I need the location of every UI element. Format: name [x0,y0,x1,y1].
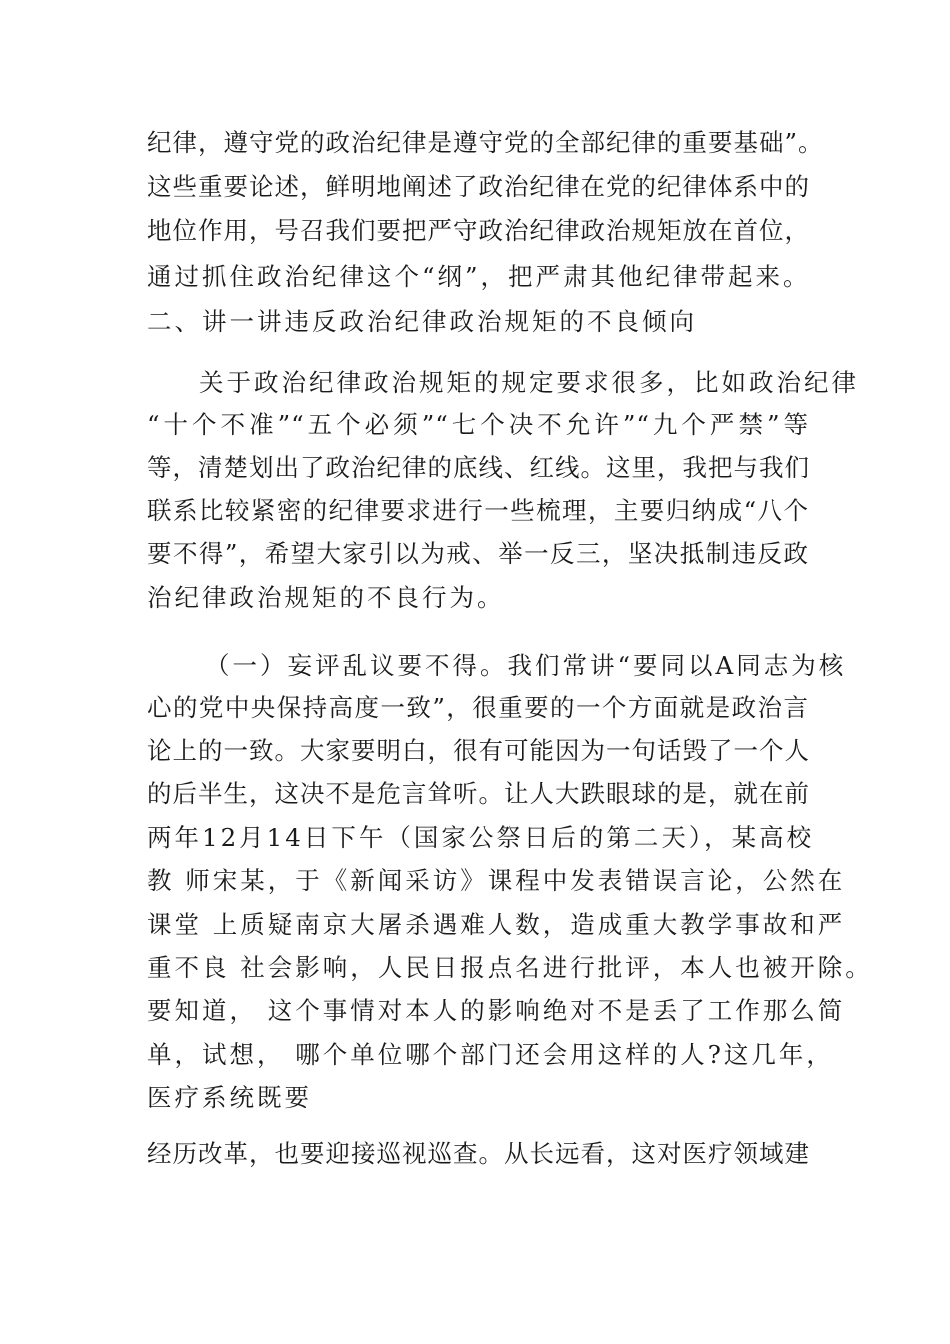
text-line: 要不得”，希望大家引以为戒、举一反三，坚决抵制违反政 [147,539,809,568]
text-line: 治纪律政治规矩的不良行为。 [147,583,505,612]
text-line: 等，清楚划出了政治纪律的底线、红线。这里，我把与我们 [147,453,810,482]
text-line: 论上的一致。大家要明白，很有可能因为一句话毁了一个人 [147,736,810,765]
text-line: 医疗系统既要 [147,1083,312,1112]
text-line: 联系比较紧密的纪律要求进行一些梳理，主要归纳成“八个 [147,496,809,525]
text-line: “十个不准”“五个必须”“七个决不允许”“九个严禁”等 [147,410,809,439]
text-line: 要知道， 这个事情对本人的影响绝对不是丢了工作那么简 [147,996,846,1025]
subsection-line: （一）妄评乱议要不得。我们常讲“要同以A同志为核 [205,651,847,680]
text-line: 通过抓住政治纪律这个“纲”，把严肃其他纪律带起来。 [147,262,811,291]
text-line: 单，试想， 哪个单位哪个部门还会用这样的人?这几年， [147,1040,834,1069]
text-line: 重不良 社会影响，人民日报点名进行批评，本人也被开除。 [147,953,873,982]
text-line: 教 师宋某，于《新闻采访》课程中发表错误言论，公然在 [147,866,846,895]
text-line: 这些重要论述，鲜明地阐述了政治纪律在党的纪律体系中的 [147,172,810,201]
text-line: 关于政治纪律政治规矩的规定要求很多，比如政治纪律 [199,368,859,397]
text-line: 纪律，遵守党的政治纪律是遵守党的全部纪律的重要基础”。 [147,128,824,157]
text-line: 经历改革，也要迎接巡视巡查。从长远看，这对医疗领域建 [147,1139,810,1168]
text-line: 的后半生，这决不是危言耸听。让人大跌眼球的是，就在前 [147,779,810,808]
text-line: 地位作用，号召我们要把严守政治纪律政治规矩放在首位， [147,216,810,245]
text-line: 两年12月14日下午（国家公祭日后的第二天），某高校 [147,823,815,852]
text-line: 心的党中央保持高度一致”，很重要的一个方面就是政治言 [147,693,809,722]
section-heading: 二、讲一讲违反政治纪律政治规矩的不良倾向 [147,307,697,336]
text-line: 课堂 上质疑南京大屠杀遇难人数，造成重大教学事故和严 [147,910,846,939]
